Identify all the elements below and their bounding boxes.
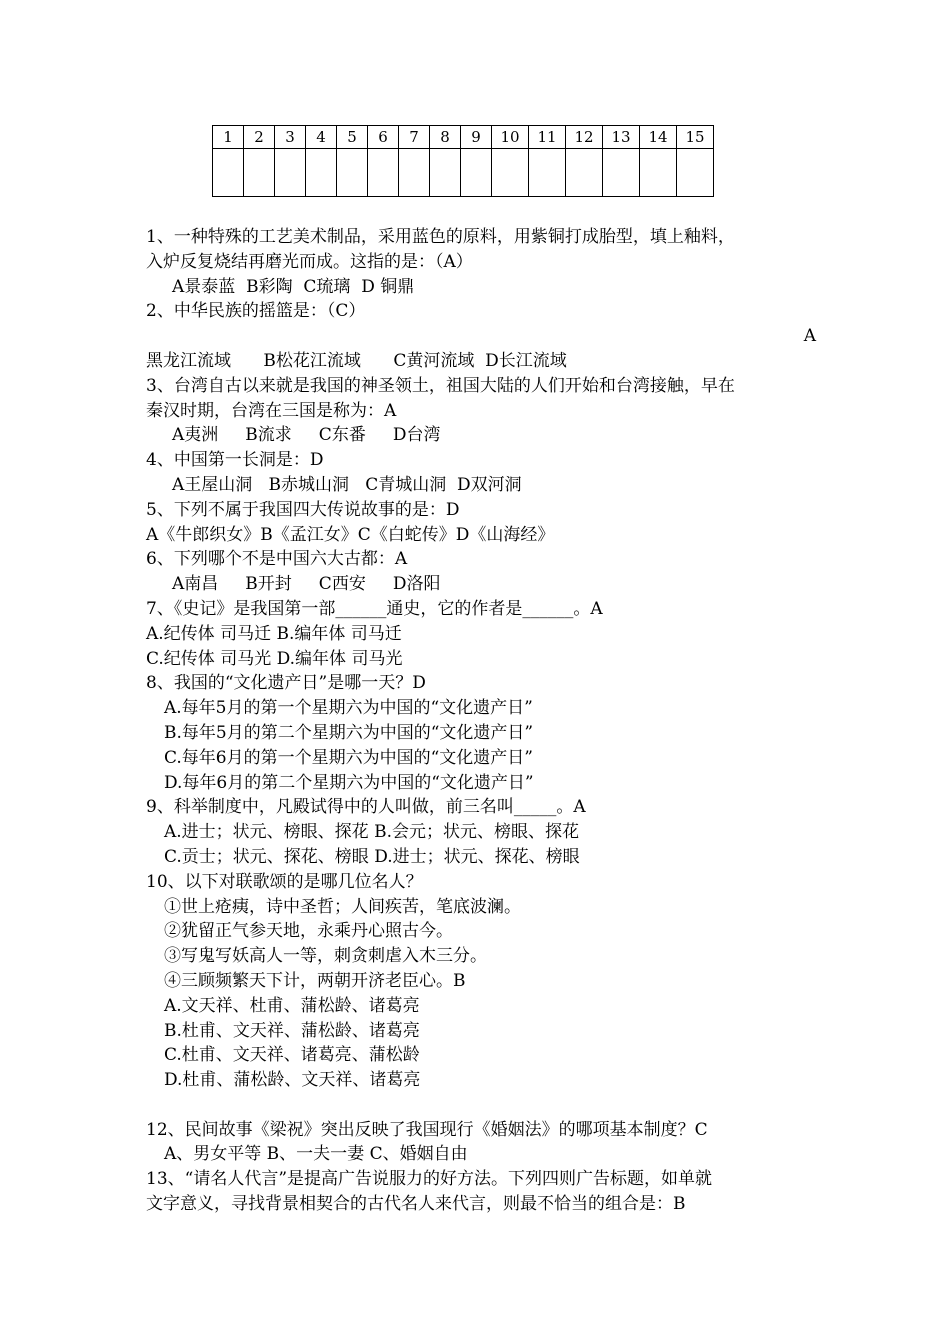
- question-5-line: 5、下列不属于我国四大传说故事的是：D: [146, 499, 460, 520]
- header-cell: 11: [529, 126, 566, 149]
- question-2-options: 黑龙江流域 B松花江流域 C黄河流域 D长江流域: [146, 350, 567, 371]
- question-1-options: A景泰蓝 B彩陶 C琉璃 D 铜鼎: [172, 276, 415, 297]
- question-8-option: C.每年6月的第一个星期六为中国的“文化遗产日”: [164, 747, 534, 768]
- header-cell: 9: [461, 126, 492, 149]
- question-content: [146, 225, 816, 1217]
- question-7-line: 7、《史记》是我国第一部______通史，它的作者是______。A: [146, 598, 603, 619]
- answer-table-header-row: [213, 126, 714, 149]
- question-10-option: C.杜甫、文天祥、诸葛亮、蒲松龄: [164, 1045, 420, 1066]
- question-9-options: C.贡士；状元、探花、榜眼 D.进士；状元、探花、榜眼: [164, 846, 580, 867]
- question-10-couplet: ③写鬼写妖高人一等，刺贪刺虐入木三分。: [164, 946, 487, 967]
- question-8-option: D.每年6月的第二个星期六为中国的“文化遗产日”: [164, 772, 534, 793]
- header-cell: 7: [399, 126, 430, 149]
- header-cell: 4: [306, 126, 337, 149]
- question-10-line: 10、以下对联歌颂的是哪几位名人？: [146, 871, 423, 892]
- blank-gap: [146, 1093, 816, 1118]
- answer-cell[interactable]: [529, 149, 566, 197]
- question-13-line: 13、“请名人代言”是提高广告说服力的好方法。下列四则广告标题，如单就: [146, 1169, 713, 1190]
- header-cell: 15: [677, 126, 714, 149]
- question-10-option: D.杜甫、蒲松龄、文天祥、诸葛亮: [164, 1070, 421, 1091]
- question-8-line: 8、我国的“文化遗产日”是哪一天？D: [146, 673, 426, 694]
- question-4-line: 4、中国第一长洞是：D: [146, 450, 324, 471]
- header-cell: 2: [244, 126, 275, 149]
- question-7-options: C.纪传体 司马光 D.编年体 司马光: [146, 648, 403, 669]
- question-12-line: 12、民间故事《梁祝》突出反映了我国现行《婚姻法》的哪项基本制度？C: [146, 1119, 708, 1140]
- answer-cell[interactable]: [213, 149, 244, 197]
- question-9-line: 9、科举制度中，凡殿试得中的人叫做，前三名叫_____。A: [146, 797, 586, 818]
- answer-cell[interactable]: [461, 149, 492, 197]
- header-cell: 6: [368, 126, 399, 149]
- answer-cell[interactable]: [275, 149, 306, 197]
- question-5-options: A《牛郎织女》B《孟江女》C《白蛇传》D《山海经》: [146, 524, 555, 545]
- answer-cell[interactable]: [677, 149, 714, 197]
- header-cell: 12: [566, 126, 603, 149]
- answer-cell[interactable]: [492, 149, 529, 197]
- question-8-option: B.每年5月的第二个星期六为中国的“文化遗产日”: [164, 722, 534, 743]
- answer-table-blank-row: [213, 149, 714, 197]
- question-3-line: 3、台湾自古以来就是我国的神圣领土，祖国大陆的人们开始和台湾接触，早在: [146, 375, 735, 396]
- question-10-option: A.文天祥、杜甫、蒲松龄、诸葛亮: [164, 995, 420, 1016]
- question-1-line: 入炉反复烧结再磨光而成。这指的是：（A）: [146, 251, 473, 272]
- question-10-couplet: ②犹留正气参天地，永乘丹心照古今。: [164, 921, 453, 942]
- answer-cell[interactable]: [640, 149, 677, 197]
- answer-cell[interactable]: [337, 149, 368, 197]
- question-13-line: 文字意义，寻找背景相契合的古代名人来代言，则最不恰当的组合是：B: [146, 1194, 686, 1215]
- answer-cell[interactable]: [603, 149, 640, 197]
- header-cell: 5: [337, 126, 368, 149]
- answer-cell[interactable]: [306, 149, 337, 197]
- answer-cell[interactable]: [368, 149, 399, 197]
- header-cell: 10: [492, 126, 529, 149]
- question-10-couplet: ④三顾频繁天下计，两朝开济老臣心。B: [164, 970, 466, 991]
- answer-cell[interactable]: [430, 149, 461, 197]
- question-4-options: A王屋山洞 B赤城山洞 C青城山洞 D双河洞: [172, 474, 522, 495]
- question-2-line: 2、中华民族的摇篮是：（C）: [146, 301, 366, 322]
- question-6-options: A南昌 B开封 C西安 D洛阳: [172, 574, 441, 595]
- question-2-option-a-marker: A: [803, 326, 816, 347]
- question-1-line: 1、一种特殊的工艺美术制品，采用蓝色的原料，用紫铜打成胎型，填上釉料，: [146, 227, 735, 247]
- question-10-option: B.杜甫、文天祥、蒲松龄、诸葛亮: [164, 1020, 420, 1041]
- answer-cell[interactable]: [244, 149, 275, 197]
- question-9-options: A.进士；状元、榜眼、探花 B.会元；状元、榜眼、探花: [164, 822, 579, 843]
- header-cell: 14: [640, 126, 677, 149]
- answer-cell[interactable]: [566, 149, 603, 197]
- answer-table: [212, 125, 714, 197]
- question-7-options: A.纪传体 司马迁 B.编年体 司马迁: [146, 623, 402, 644]
- header-cell: 3: [275, 126, 306, 149]
- question-6-line: 6、下列哪个不是中国六大古都：A: [146, 549, 408, 570]
- question-10-couplet: ①世上疮痍，诗中圣哲；人间疾苦，笔底波澜。: [164, 896, 521, 917]
- question-12-options: A、男女平等 B、一夫一妻 C、婚姻自由: [164, 1144, 468, 1165]
- header-cell: 13: [603, 126, 640, 149]
- header-cell: 8: [430, 126, 461, 149]
- question-8-option: A.每年5月的第一个星期六为中国的“文化遗产日”: [164, 698, 533, 719]
- question-3-line: 秦汉时期，台湾在三国是称为：A: [146, 400, 397, 421]
- header-cell: 1: [213, 126, 244, 149]
- question-3-options: A夷洲 B流求 C东番 D台湾: [172, 425, 441, 446]
- answer-cell[interactable]: [399, 149, 430, 197]
